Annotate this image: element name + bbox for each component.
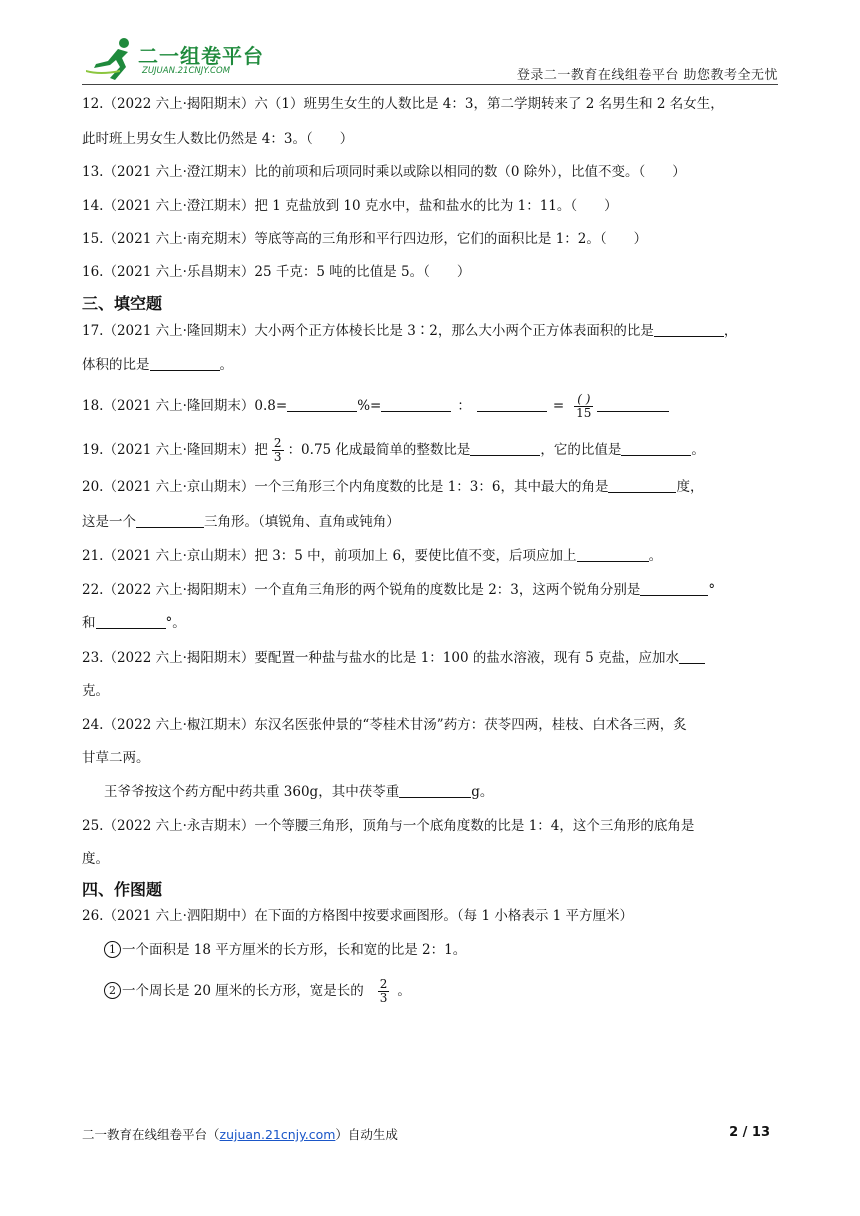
answer-blank[interactable] bbox=[287, 397, 357, 412]
question-17-line2 bbox=[82, 355, 233, 375]
question-12-line2: 此时班上男女生人数比仍然是 4：3。（ ） bbox=[82, 131, 354, 147]
header-divider bbox=[82, 84, 778, 85]
question-18 bbox=[82, 393, 669, 420]
answer-blank[interactable] bbox=[150, 356, 220, 371]
question-14: 14.（2021 六上·澄江期末）把 1 克盐放到 10 克水中，盐和盐水的比为 1：11。（ ） bbox=[82, 198, 618, 214]
question-17-line1 bbox=[82, 321, 737, 341]
question-15: 15.（2021 六上·南充期末）等底等高的三角形和平行四边形，它们的面积比是 1：2。（ ） bbox=[82, 231, 648, 247]
q20-text-d: 三角形。（填锐角、直角或钝角） bbox=[204, 514, 400, 530]
footer-text-post: ）自动生成 bbox=[335, 1127, 398, 1142]
q19-text-d: 。 bbox=[691, 442, 705, 458]
q19-text-c: ，它的比值是 bbox=[540, 442, 622, 458]
question-12-line1: 12.（2022 六上·揭阳期末）六（1）班男生女生的人数比是 4：3，第二学期转来了 2 名男生和 2 名女生， bbox=[82, 96, 724, 112]
header-slogan: 登录二一教育在线组卷平台 助您教考全无忧 bbox=[516, 68, 778, 83]
answer-blank[interactable] bbox=[381, 397, 451, 412]
question-19 bbox=[82, 437, 705, 464]
question-26: 26.（2021 六上·泗阳期中）在下面的方格图中按要求画图形。（每 1 小格表示 1 平方厘米） bbox=[82, 908, 634, 924]
question-20-line2 bbox=[82, 512, 400, 532]
item-2-text-b: 。 bbox=[397, 983, 411, 999]
question-25-line1: 25.（2022 六上·永吉期末）一个等腰三角形，顶角与一个底角度数的比是 1：4，这个三角形的底角是 bbox=[82, 818, 695, 834]
answer-blank[interactable] bbox=[679, 649, 705, 664]
question-21 bbox=[82, 546, 662, 566]
question-23-line1 bbox=[82, 648, 705, 668]
footer-link[interactable]: zujuan.21cnjy.com bbox=[219, 1127, 336, 1142]
q22-text-c: 和 bbox=[82, 615, 96, 631]
q20-text-c: 这是一个 bbox=[82, 514, 136, 530]
question-13: 13.（2021 六上·澄江期末）比的前项和后项同时乘以或除以相同的数（0 除外），比值不变。（ ） bbox=[82, 164, 686, 180]
question-26-item-2 bbox=[104, 978, 411, 1005]
section-fill-blank-title: 三、填空题 bbox=[82, 294, 163, 313]
brand-name: 二一组卷平台 bbox=[138, 44, 264, 68]
answer-blank[interactable] bbox=[640, 581, 708, 596]
q18-text-c: ： bbox=[457, 398, 471, 414]
q22-text-a: 22.（2022 六上·揭阳期末）一个直角三角形的两个锐角的度数比是 2：3，这两个锐角分别是 bbox=[82, 582, 641, 598]
answer-blank[interactable] bbox=[608, 478, 676, 493]
question-16: 16.（2021 六上·乐昌期末）25 千克：5 吨的比值是 5。（ ） bbox=[82, 264, 471, 280]
brand-logo bbox=[80, 34, 290, 82]
brand-url: ZUJUAN.21CNJY.COM bbox=[142, 66, 231, 76]
fraction-two-thirds: $\frac{2}{3}$ bbox=[379, 977, 388, 1005]
circled-number-1: 1 bbox=[104, 941, 121, 958]
q17-text-d: 。 bbox=[219, 357, 233, 373]
q23-text-a: 23.（2022 六上·揭阳期末）要配置一种盐与盐水的比是 1：100 的盐水溶液，现有 5 克盐，应加水 bbox=[82, 650, 680, 666]
q17-text-b: ， bbox=[723, 323, 738, 339]
q20-text-a: 20.（2021 六上·京山期末）一个三角形三个内角度数的比是 1：3：6，其中最大的角是 bbox=[82, 479, 609, 495]
fraction-blank-over-15: $\frac{( )}{15}$ bbox=[576, 392, 592, 420]
fraction-two-thirds: $\frac{2}{3}$ bbox=[273, 436, 282, 464]
question-22-line1 bbox=[82, 580, 715, 600]
question-22-line2 bbox=[82, 613, 186, 633]
item-1-text: 一个面积是 18 平方厘米的长方形，长和宽的比是 2：1。 bbox=[122, 942, 467, 958]
section-drawing-title: 四、作图题 bbox=[82, 880, 163, 899]
answer-blank[interactable] bbox=[477, 397, 547, 412]
q24-text-d: g。 bbox=[471, 784, 494, 800]
answer-blank[interactable] bbox=[577, 547, 649, 562]
question-26-item-1 bbox=[104, 940, 466, 960]
answer-blank[interactable] bbox=[654, 322, 724, 337]
q24-text-c: 王爷爷按这个药方配中药共重 360g，其中茯苓重 bbox=[104, 784, 400, 800]
question-24-line1: 24.（2022 六上·椒江期末）东汉名医张仲景的“苓桂术甘汤”药方：茯苓四两，桂枝、白术各三两，炙 bbox=[82, 717, 687, 733]
q21-text-a: 21.（2021 六上·京山期末）把 3：5 中，前项加上 6，要使比值不变，后项应加上 bbox=[82, 548, 577, 564]
q22-text-b: ° bbox=[708, 582, 716, 598]
q19-text-a: 19.（2021 六上·隆回期末）把 bbox=[82, 442, 268, 458]
q17-text-c: 体积的比是 bbox=[82, 357, 150, 373]
q17-text-a: 17.（2021 六上·隆回期末）大小两个正方体棱长比是 3∶2，那么大小两个正方体表面积的比是 bbox=[82, 323, 654, 339]
page-number: 2 / 13 bbox=[729, 1125, 770, 1140]
q18-text-a: 18.（2021 六上·隆回期末）0.8= bbox=[82, 398, 288, 414]
item-2-text-a: 一个周长是 20 厘米的长方形，宽是长的 bbox=[122, 983, 364, 999]
q20-text-b: 度， bbox=[676, 479, 704, 495]
q19-text-b: ：0.75 化成最简单的整数比是 bbox=[287, 442, 471, 458]
q21-text-b: 。 bbox=[648, 548, 663, 564]
answer-blank[interactable] bbox=[399, 783, 471, 798]
question-24-line2: 甘草二两。 bbox=[82, 750, 150, 766]
answer-blank[interactable] bbox=[621, 441, 691, 456]
q18-text-b: %= bbox=[357, 398, 382, 414]
q22-text-d: °。 bbox=[165, 615, 186, 631]
footer-text-pre: 二一教育在线组卷平台（ bbox=[82, 1127, 220, 1142]
answer-blank[interactable] bbox=[136, 513, 204, 528]
circled-number-2: 2 bbox=[104, 982, 121, 999]
answer-blank[interactable] bbox=[597, 397, 669, 412]
answer-blank[interactable] bbox=[96, 614, 166, 629]
question-20-line1 bbox=[82, 477, 703, 497]
question-23-line2: 克。 bbox=[82, 683, 109, 699]
question-25-line2: 度。 bbox=[82, 851, 109, 867]
question-24-line3 bbox=[104, 782, 493, 802]
footer-source bbox=[82, 1125, 398, 1143]
answer-blank[interactable] bbox=[470, 441, 540, 456]
q18-text-d: = bbox=[552, 398, 565, 414]
